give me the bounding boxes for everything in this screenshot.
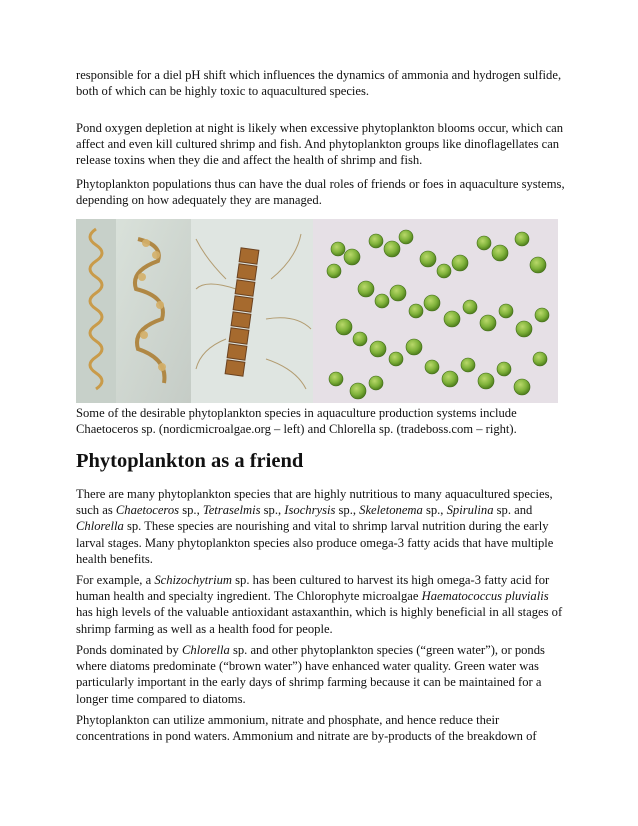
figure-image [76, 219, 558, 403]
text: sp. These species are nourishing and vital to shrimp larval nutrition during the early larval stages. Many phytoplankton species also produce omega-3 fatty acids that have multiple health benefits. [76, 519, 554, 566]
phytoplankton-figure [76, 219, 558, 403]
text: sp., [335, 503, 360, 518]
text: sp. has been cultured to harvest its high omega-3 fatty acid for human health and specialty ingredient. The Chlorophyte microalgae [76, 573, 550, 604]
text: sp., [179, 503, 203, 518]
species-name: Schizochytrium [154, 573, 232, 587]
species-name: Isochrysis [284, 503, 336, 518]
paragraph-ph-shift: responsible for a diel pH shift which influences the dynamics of ammonia and hydrogen sulfide, both of which can be highly toxic to aquacultured species. [76, 68, 562, 99]
paragraph-green-water [76, 642, 566, 707]
figure-caption: Some of the desirable phytoplankton species in aquaculture production systems include Chaetoceros sp. (nordicmicroalgae.org – left) and Chlorella sp. (tradeboss.com – right). [76, 406, 517, 437]
text: sp. and other phytoplankton species (“green water”), or ponds where diatoms predominate (“brown water”) have enhanced water quality. Green water was particularly important in the early days of shrimp farming because it can be maintained for a longer time compared to diatoms. [76, 643, 545, 706]
paragraph-oxygen-depletion: Pond oxygen depletion at night is likely when excessive phytoplankton blooms occur, which can affect and even kill cultured shrimp and fish. And phytoplankton groups like dinoflagellates can release toxins when they die and affect the health of shrimp and fish. [76, 121, 564, 168]
section-heading: Phytoplankton as a friend [76, 450, 304, 472]
paragraph-nutrient-uptake: Phytoplankton can utilize ammonium, nitrate and phosphate, and hence reduce their concentrations in pond waters. Ammonium and nitrate are by-products of the breakdown of [76, 713, 537, 744]
species-name: Skeletonema [359, 503, 423, 518]
species-name: Chlorella [182, 643, 230, 657]
text: sp., [422, 503, 447, 518]
paragraph-dual-roles: Phytoplankton populations thus can have the dual roles of friends or foes in aquaculture systems, depending on how adequately they are managed. [76, 177, 565, 208]
species-name: Spirulina [446, 503, 494, 518]
paragraph-nutritious-species [76, 486, 566, 567]
chaetoceros-image [76, 219, 313, 403]
text: For example, a [76, 573, 155, 587]
text: Ponds dominated by [76, 643, 182, 657]
paragraph-omega3-example [76, 572, 566, 637]
species-name: Tetraselmis [202, 503, 261, 518]
species-name: Chaetoceros [115, 503, 180, 518]
species-name: Chlorella [76, 519, 124, 534]
text: sp., [260, 503, 285, 518]
text: has high levels of the valuable antioxidant astaxanthin, which is highly beneficial in all stages of shrimp farming as well as a health food for people. [76, 605, 563, 636]
text: There are many phytoplankton species that are highly nutritious to many aquacultured species, such as [76, 487, 553, 518]
text: sp. and [493, 503, 533, 518]
species-name: Haematococcus pluvialis [421, 589, 549, 604]
chlorella-image [313, 219, 558, 403]
